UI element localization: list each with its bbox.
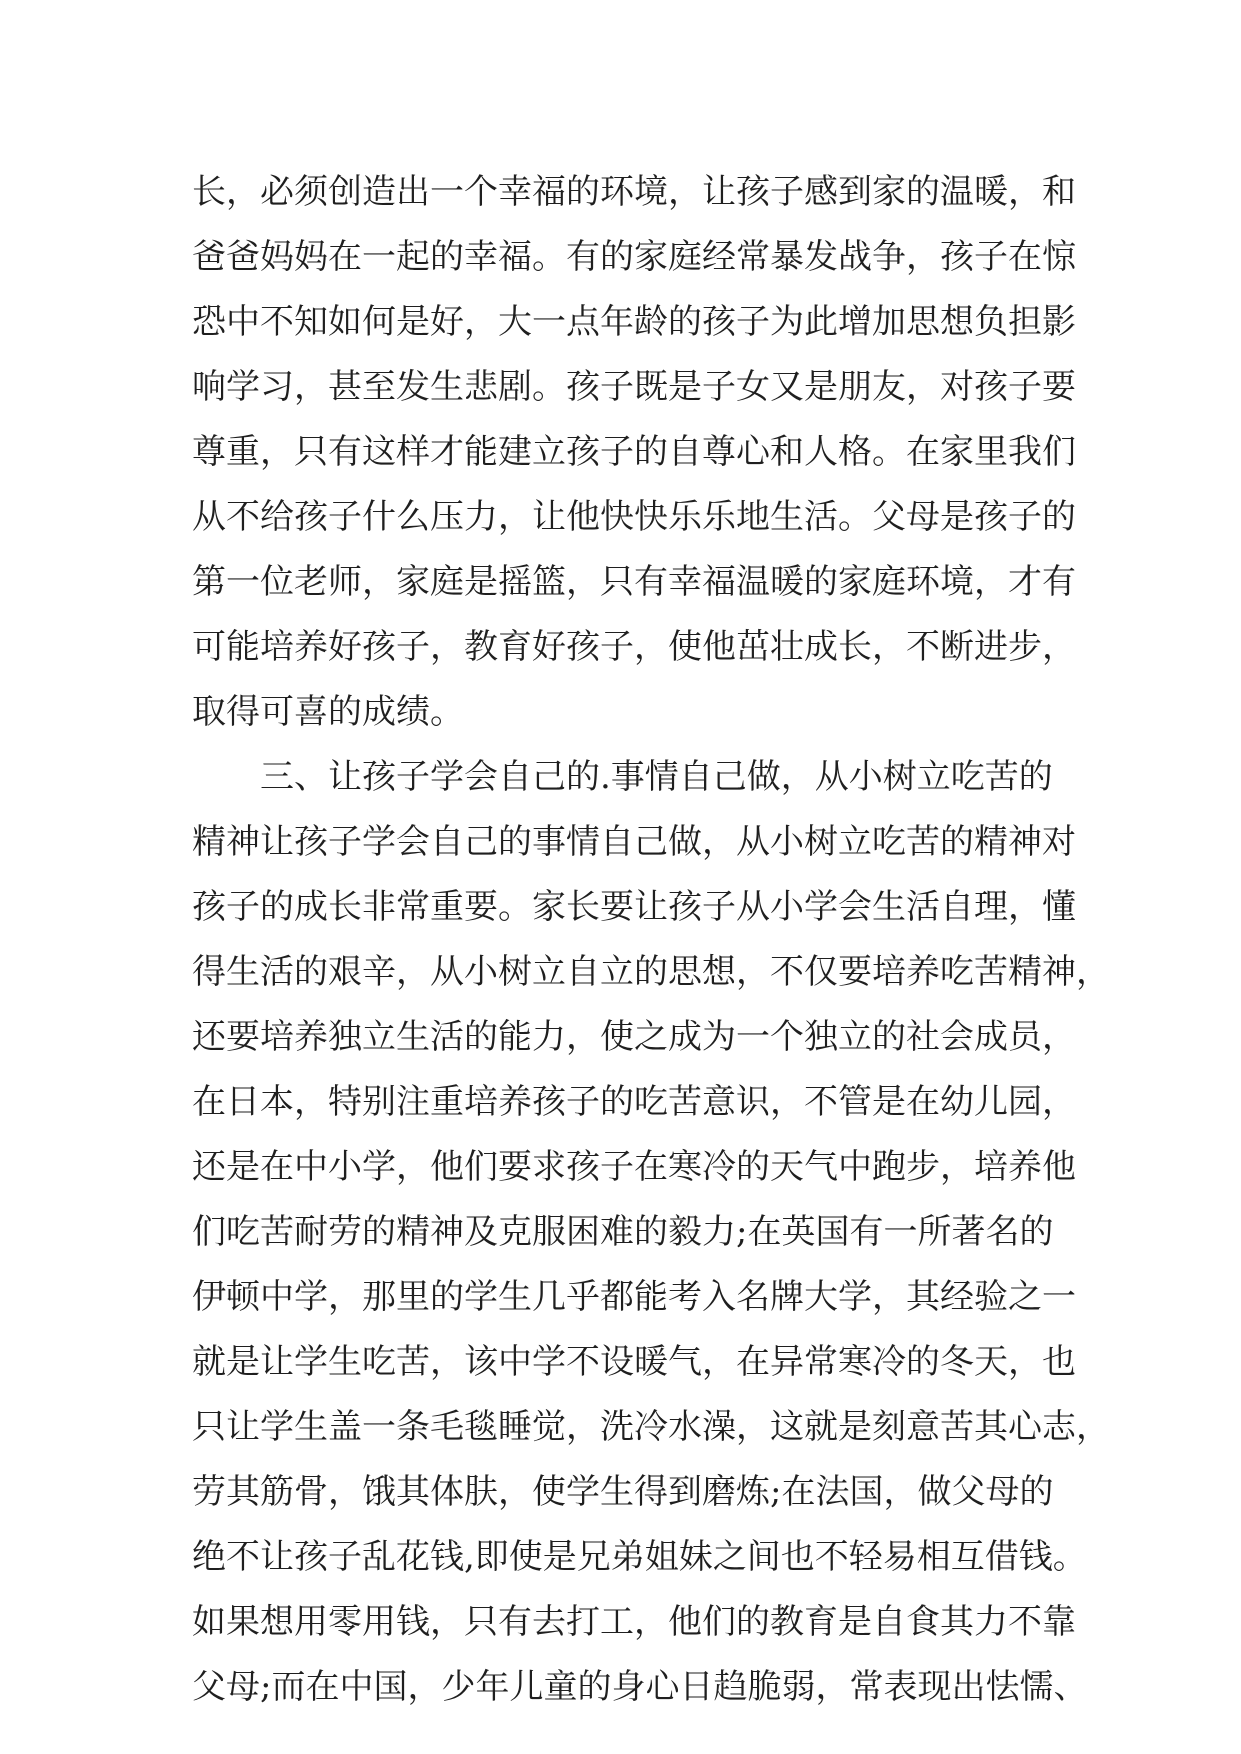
- text-line: 响学习，甚至发生悲剧。孩子既是子女又是朋友，对孩子要: [192, 367, 1076, 407]
- text-line: 劳其筋骨，饿其体肤，使学生得到磨炼;在法国，做父母的: [192, 1472, 1054, 1512]
- text-line: 绝不让孩子乱花钱,即使是兄弟姐妹之间也不轻易相互借钱。: [192, 1537, 1087, 1577]
- text-line: 尊重，只有这样才能建立孩子的自尊心和人格。在家里我们: [192, 432, 1076, 472]
- text-line: 可能培养好孩子，教育好孩子，使他茁壮成长，不断进步，: [192, 627, 1076, 667]
- text-line: 第一位老师，家庭是摇篮，只有幸福温暖的家庭环境，才有: [192, 562, 1076, 602]
- text-line: 就是让学生吃苦，该中学不设暖气，在异常寒冷的冬天，也: [192, 1342, 1076, 1382]
- text-line: 三、让孩子学会自己的.事情自己做，从小树立吃苦的: [192, 757, 1053, 797]
- text-line: 精神让孩子学会自己的事情自己做，从小树立吃苦的精神对: [192, 822, 1076, 862]
- text-line: 爸爸妈妈在一起的幸福。有的家庭经常暴发战争，孩子在惊: [192, 237, 1076, 277]
- text-line: 从不给孩子什么压力，让他快快乐乐地生活。父母是孩子的: [192, 497, 1076, 537]
- text-line: 还是在中小学，他们要求孩子在寒冷的天气中跑步，培养他: [192, 1147, 1076, 1187]
- text-line: 取得可喜的成绩。: [192, 692, 464, 732]
- text-line: 只让学生盖一条毛毯睡觉，洗冷水澡，这就是刻意苦其心志，: [192, 1407, 1110, 1447]
- body-text: [192, 160, 1110, 1720]
- text-line: 恐中不知如何是好，大一点年龄的孩子为此增加思想负担影: [192, 302, 1076, 342]
- text-line: 还要培养独立生活的能力，使之成为一个独立的社会成员，: [192, 1017, 1076, 1057]
- text-line: 父母;而在中国，少年儿童的身心日趋脆弱，常表现出怯懦、: [192, 1667, 1088, 1707]
- text-line: 在日本，特别注重培养孩子的吃苦意识，不管是在幼儿园，: [192, 1082, 1076, 1122]
- text-line: 得生活的艰辛，从小树立自立的思想，不仅要培养吃苦精神，: [192, 952, 1110, 992]
- text-line: 长，必须创造出一个幸福的环境，让孩子感到家的温暖，和: [192, 172, 1076, 212]
- text-line: 们吃苦耐劳的精神及克服困难的毅力;在英国有一所著名的: [192, 1212, 1054, 1252]
- text-line: 如果想用零用钱，只有去打工，他们的教育是自食其力不靠: [192, 1602, 1076, 1642]
- text-line: 伊顿中学，那里的学生几乎都能考入名牌大学，其经验之一: [192, 1277, 1076, 1317]
- text-line: 孩子的成长非常重要。家长要让孩子从小学会生活自理，懂: [192, 887, 1076, 927]
